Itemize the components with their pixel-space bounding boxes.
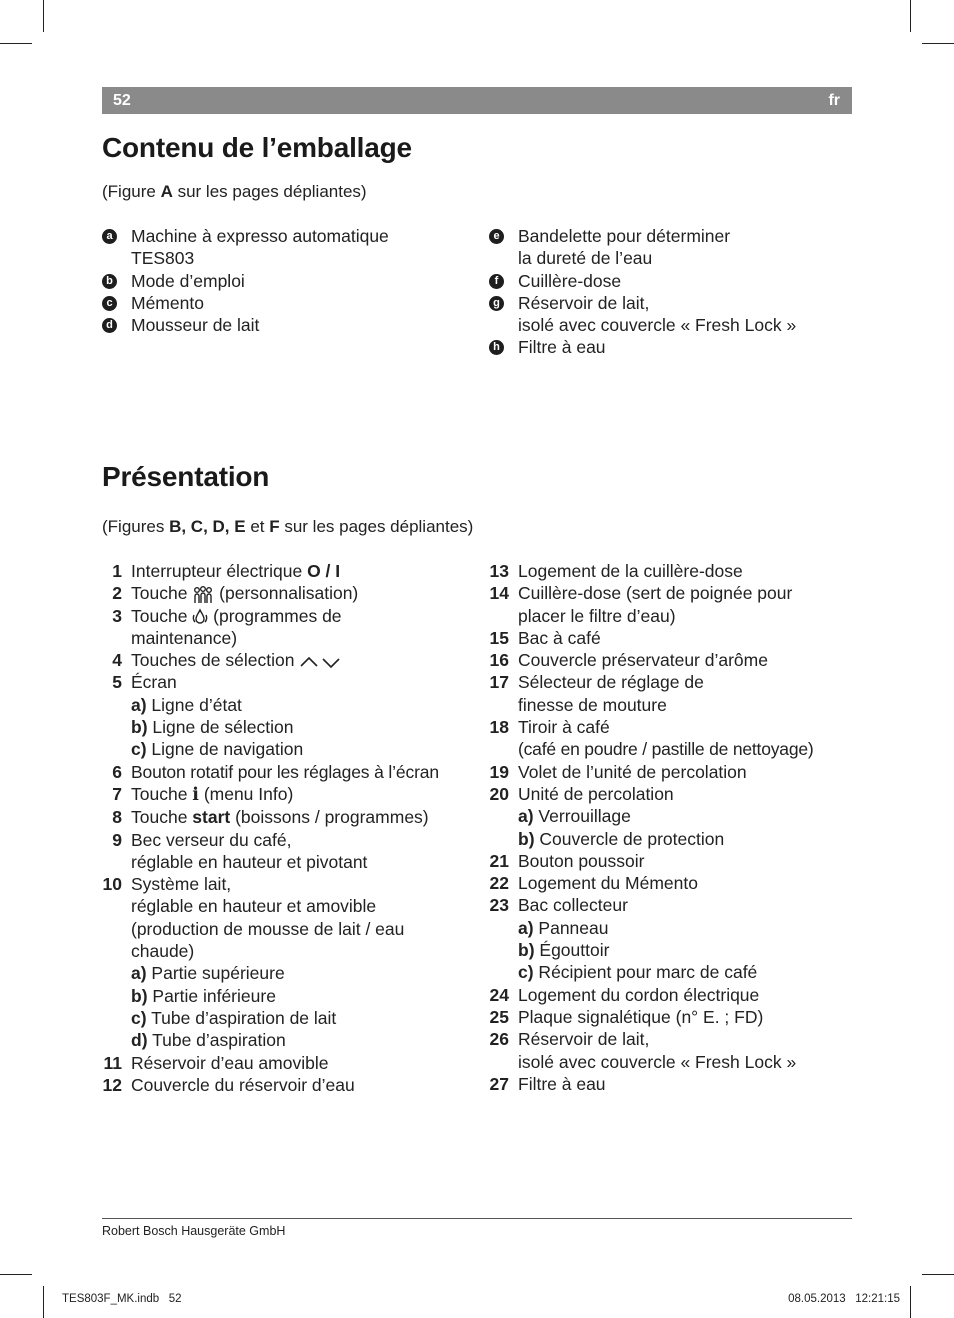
list-item bbox=[102, 560, 477, 582]
letter-badge: b bbox=[102, 274, 117, 289]
item-text: isolé avec couvercle « Fresh Lock » bbox=[518, 315, 797, 336]
sub-text: Récipient pour marc de café bbox=[533, 962, 758, 983]
note-figure-ref: A bbox=[160, 182, 173, 201]
list-item bbox=[102, 582, 477, 604]
sub-label: b) bbox=[131, 985, 148, 1006]
item-text: maintenance) bbox=[131, 627, 238, 648]
people-icon bbox=[192, 586, 214, 604]
sub-label: a) bbox=[131, 694, 147, 715]
sub-item bbox=[518, 805, 849, 827]
item-text: Touche bbox=[131, 807, 193, 828]
page-header-bar bbox=[102, 87, 852, 114]
item-text: Cuillère-dose (sert de poignée pour bbox=[518, 583, 793, 604]
list-item bbox=[102, 270, 472, 292]
list-item bbox=[102, 225, 472, 270]
parts-list-right bbox=[489, 560, 849, 1095]
sub-label: d) bbox=[131, 1030, 148, 1051]
item-number: 12 bbox=[102, 1074, 122, 1095]
parts-list-left bbox=[102, 560, 477, 1096]
item-text: Cuillère-dose bbox=[518, 270, 622, 291]
list-item bbox=[489, 292, 849, 337]
sub-text: Partie supérieure bbox=[146, 963, 285, 984]
item-text: Touches de sélection bbox=[131, 650, 300, 671]
item-text: la dureté de l’eau bbox=[518, 248, 653, 269]
sub-text: Partie inférieure bbox=[147, 985, 276, 1006]
sub-label: b) bbox=[131, 717, 148, 738]
sub-text: Tube d’aspiration de lait bbox=[146, 1007, 337, 1028]
item-text: Réservoir de lait, bbox=[518, 1029, 650, 1050]
list-item bbox=[489, 1073, 849, 1095]
item-number: 19 bbox=[489, 761, 509, 782]
figure-note-contents bbox=[102, 182, 367, 202]
letter-badge: f bbox=[489, 274, 504, 289]
note-figure-ref: B, C, D, E bbox=[169, 517, 246, 536]
sub-label: c) bbox=[131, 1007, 147, 1028]
contents-list-left bbox=[102, 225, 472, 336]
sub-label: b) bbox=[518, 828, 535, 849]
item-text: Unité de percolation bbox=[518, 783, 674, 804]
list-item bbox=[489, 783, 849, 850]
sub-item bbox=[518, 939, 849, 961]
list-item bbox=[102, 292, 472, 314]
item-text: Touche bbox=[131, 583, 193, 604]
sub-text: Ligne de sélection bbox=[147, 717, 294, 738]
page-number: 52 bbox=[113, 92, 131, 109]
item-text: isolé avec couvercle « Fresh Lock » bbox=[518, 1051, 797, 1072]
item-text: Réservoir de lait, bbox=[518, 292, 650, 313]
item-number: 3 bbox=[112, 605, 122, 626]
item-text: (personnalisation) bbox=[214, 583, 359, 604]
sub-item bbox=[518, 828, 849, 850]
crop-mark bbox=[43, 1286, 44, 1318]
list-item bbox=[102, 873, 477, 1051]
list-item bbox=[489, 894, 849, 983]
item-text: Machine à expresso automatique bbox=[131, 226, 389, 246]
list-item bbox=[489, 716, 849, 761]
item-text: Bec verseur du café, bbox=[131, 829, 292, 850]
item-text: Réservoir d’eau amovible bbox=[131, 1052, 329, 1073]
list-item bbox=[489, 225, 849, 270]
item-text: Bac collecteur bbox=[518, 895, 628, 916]
item-text: Écran bbox=[131, 672, 177, 693]
list-item bbox=[102, 806, 477, 828]
letter-badge: g bbox=[489, 296, 504, 311]
note-text: sur les pages dépliantes) bbox=[172, 182, 367, 201]
sub-label: b) bbox=[518, 940, 535, 961]
sub-item bbox=[131, 694, 477, 716]
list-item bbox=[489, 336, 849, 358]
item-text: (production de mousse de lait / eau bbox=[131, 918, 405, 939]
item-text: Couvercle préservateur d’arôme bbox=[518, 650, 768, 671]
list-item bbox=[489, 627, 849, 649]
item-text: Bandelette pour déterminer bbox=[518, 226, 731, 246]
list-item bbox=[102, 1052, 477, 1074]
list-item bbox=[102, 314, 472, 336]
list-item bbox=[489, 582, 849, 627]
letter-badge: e bbox=[489, 229, 504, 244]
list-item bbox=[489, 1028, 849, 1073]
sub-label: a) bbox=[518, 917, 534, 938]
item-text: Plaque signalétique (n° E. ; FD) bbox=[518, 1006, 764, 1027]
item-number: 16 bbox=[489, 650, 509, 671]
sub-text: Couvercle de protection bbox=[534, 828, 725, 849]
item-number: 22 bbox=[489, 873, 509, 894]
footer-divider bbox=[102, 1218, 852, 1219]
sub-text: Tube d’aspiration bbox=[147, 1030, 286, 1051]
sub-item bbox=[518, 961, 849, 983]
list-item bbox=[102, 671, 477, 760]
item-text: Logement de la cuillère-dose bbox=[518, 561, 743, 581]
sub-item bbox=[131, 962, 477, 984]
sub-label: a) bbox=[518, 806, 534, 827]
item-text: finesse de mouture bbox=[518, 694, 667, 715]
footer-company: Robert Bosch Hausgeräte GmbH bbox=[102, 1224, 286, 1238]
contents-list-right bbox=[489, 225, 849, 359]
print-slug-left: TES803F_MK.indb 52 bbox=[62, 1293, 182, 1305]
list-item bbox=[102, 783, 477, 806]
list-item bbox=[489, 270, 849, 292]
item-text: (boissons / programmes) bbox=[230, 807, 429, 828]
item-number: 5 bbox=[112, 672, 122, 693]
sub-text: Panneau bbox=[533, 917, 609, 938]
sub-item bbox=[131, 1029, 477, 1051]
item-number: 15 bbox=[489, 627, 509, 648]
item-number: 8 bbox=[112, 807, 122, 828]
list-item bbox=[489, 850, 849, 872]
note-text: sur les pages dépliantes) bbox=[279, 517, 474, 536]
item-text: Bac à café bbox=[518, 627, 601, 648]
section-title-contents: Contenu de l’emballage bbox=[102, 132, 412, 163]
item-number: 20 bbox=[489, 783, 509, 804]
item-text: Filtre à eau bbox=[518, 337, 606, 358]
item-text: placer le filtre d’eau) bbox=[518, 605, 676, 626]
note-figure-ref: F bbox=[269, 517, 280, 536]
item-text: réglable en hauteur et amovible bbox=[131, 896, 377, 917]
list-item bbox=[102, 1074, 477, 1096]
print-slug-right: 08.05.2013 12:21:15 bbox=[788, 1293, 900, 1305]
crop-mark bbox=[43, 0, 44, 32]
list-item bbox=[102, 761, 477, 783]
sub-label: a) bbox=[131, 963, 147, 984]
item-text: chaude) bbox=[131, 941, 195, 962]
crop-mark bbox=[910, 1286, 911, 1318]
item-text: Logement du Mémento bbox=[518, 873, 698, 894]
list-item bbox=[489, 560, 849, 582]
item-number: 2 bbox=[112, 583, 122, 604]
item-text: Touche bbox=[131, 605, 193, 626]
item-number: 24 bbox=[489, 984, 509, 1005]
item-text: (programmes de bbox=[208, 605, 342, 626]
letter-badge: a bbox=[102, 229, 117, 244]
drop-care-icon bbox=[192, 608, 208, 625]
item-number: 27 bbox=[489, 1073, 509, 1094]
chevron-up-down-icon bbox=[299, 655, 343, 669]
letter-badge: h bbox=[489, 340, 504, 355]
item-text: réglable en hauteur et pivotant bbox=[131, 851, 368, 872]
list-item bbox=[489, 984, 849, 1006]
item-number: 26 bbox=[489, 1029, 509, 1050]
info-icon: i bbox=[192, 784, 199, 805]
item-number: 13 bbox=[489, 561, 509, 581]
item-number: 14 bbox=[489, 583, 509, 604]
item-text: (café en poudre / pastille de nettoyage) bbox=[518, 739, 814, 760]
item-text: Logement du cordon électrique bbox=[518, 984, 760, 1005]
letter-badge: d bbox=[102, 318, 117, 333]
sub-label: c) bbox=[131, 739, 147, 760]
item-number: 17 bbox=[489, 672, 509, 693]
item-number: 1 bbox=[112, 561, 122, 581]
crop-mark bbox=[910, 0, 911, 32]
crop-mark bbox=[922, 1274, 954, 1275]
item-number: 4 bbox=[112, 650, 122, 671]
item-text: Sélecteur de réglage de bbox=[518, 672, 704, 693]
start-key-label: start bbox=[192, 807, 231, 828]
item-text: Tiroir à café bbox=[518, 717, 610, 738]
item-text: Mousseur de lait bbox=[131, 315, 260, 336]
item-number: 9 bbox=[112, 829, 122, 850]
list-item bbox=[102, 605, 477, 650]
list-item bbox=[489, 671, 849, 716]
list-item bbox=[102, 829, 477, 874]
sub-item bbox=[131, 1007, 477, 1029]
item-number: 21 bbox=[489, 850, 509, 871]
note-text: et bbox=[245, 517, 270, 536]
item-text: Mémento bbox=[131, 292, 204, 313]
item-text: Interrupteur électrique bbox=[131, 561, 308, 581]
sub-text: Égouttoir bbox=[534, 940, 610, 961]
item-text: Mode d’emploi bbox=[131, 270, 245, 291]
item-number: 6 bbox=[112, 761, 122, 782]
letter-badge: c bbox=[102, 296, 117, 311]
sub-item bbox=[131, 738, 477, 760]
sub-label: c) bbox=[518, 962, 534, 983]
item-text: Couvercle du réservoir d’eau bbox=[131, 1074, 355, 1095]
item-text: Touche bbox=[131, 783, 193, 804]
list-item bbox=[102, 649, 477, 671]
item-number: 11 bbox=[103, 1052, 122, 1073]
sub-text: Ligne d’état bbox=[146, 694, 242, 715]
item-text: Volet de l’unité de percolation bbox=[518, 761, 747, 782]
crop-mark bbox=[922, 43, 954, 44]
section-title-presentation: Présentation bbox=[102, 461, 270, 492]
sub-text: Ligne de navigation bbox=[146, 739, 304, 760]
sub-item bbox=[131, 716, 477, 738]
item-text: (menu Info) bbox=[198, 783, 294, 804]
list-item bbox=[489, 1006, 849, 1028]
note-text: (Figures bbox=[102, 517, 170, 536]
item-text: Bouton poussoir bbox=[518, 850, 645, 871]
item-number: 25 bbox=[489, 1006, 509, 1027]
item-number: 18 bbox=[489, 717, 509, 738]
item-symbol: O / I bbox=[307, 561, 341, 581]
item-text: Système lait, bbox=[131, 874, 232, 895]
list-item bbox=[489, 649, 849, 671]
item-text: TES803 bbox=[131, 248, 195, 269]
list-item bbox=[489, 761, 849, 783]
sub-text: Verrouillage bbox=[533, 806, 631, 827]
note-text: (Figure bbox=[102, 182, 161, 201]
item-text: Filtre à eau bbox=[518, 1073, 606, 1094]
item-number: 7 bbox=[112, 783, 122, 804]
crop-mark bbox=[0, 43, 32, 44]
sub-item bbox=[518, 917, 849, 939]
item-text: Bouton rotatif pour les réglages à l’écran bbox=[131, 761, 439, 782]
item-number: 23 bbox=[489, 895, 509, 916]
item-number: 10 bbox=[102, 874, 122, 895]
language-code: fr bbox=[828, 92, 840, 109]
list-item bbox=[489, 872, 849, 894]
sub-item bbox=[131, 985, 477, 1007]
figure-note-presentation bbox=[102, 517, 473, 537]
crop-mark bbox=[0, 1274, 32, 1275]
